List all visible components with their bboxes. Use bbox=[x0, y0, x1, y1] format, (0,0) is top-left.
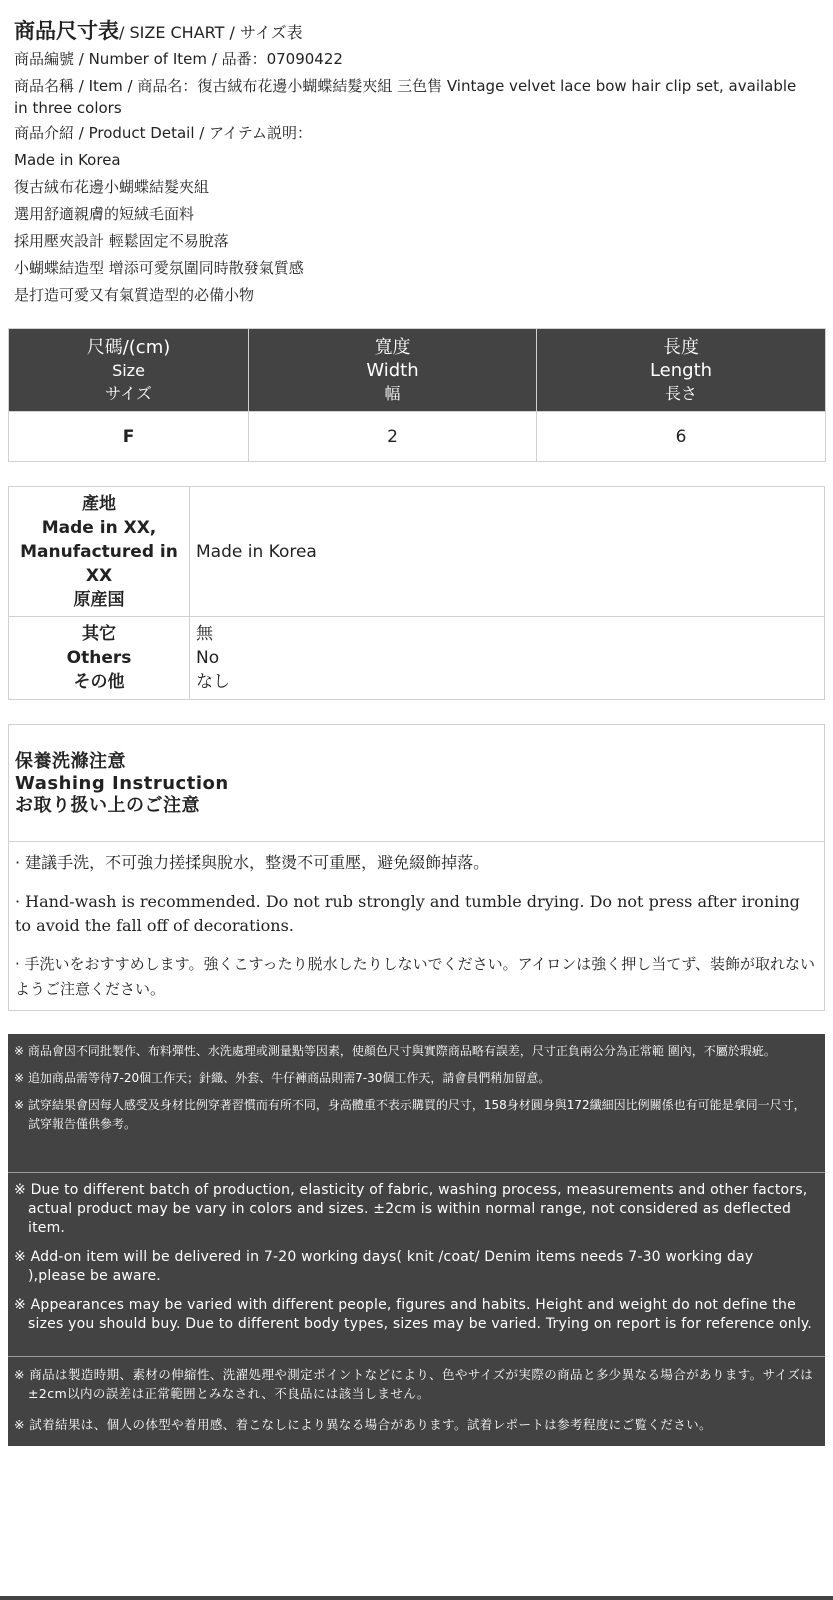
note-item: ※ 試着結果は、個人の体型や着用感、着こなしにより異なる場合があります。試着レポートは参考程度にご覧ください。 bbox=[14, 1417, 712, 1432]
origin-label-en: Made in XX, Manufactured in XX bbox=[20, 517, 178, 586]
notes-box bbox=[8, 1034, 825, 1446]
header-ja: サイズ bbox=[105, 383, 152, 403]
detail-line: 小蝴蝶結造型 增添可愛氛圍同時散發氣質感 bbox=[14, 259, 304, 277]
length-cell: 6 bbox=[537, 412, 826, 462]
header-zh: 長度 bbox=[663, 336, 699, 358]
detail-line: 是打造可愛又有氣質造型的必備小物 bbox=[14, 286, 255, 304]
washing-text-zh: · 建議手洗，不可強力搓揉與脫水，整燙不可重壓，避免綴飾掉落。 bbox=[15, 853, 490, 872]
origin-value: Made in Korea bbox=[190, 487, 825, 617]
header-ja: 長さ bbox=[664, 383, 697, 403]
washing-title bbox=[9, 725, 824, 842]
others-value-ja: なし bbox=[196, 672, 230, 692]
size-cell: F bbox=[9, 412, 249, 462]
size-column-header bbox=[9, 329, 249, 412]
size-table bbox=[8, 328, 826, 462]
product-header bbox=[14, 14, 814, 311]
washing-instruction-box bbox=[8, 724, 825, 1011]
washing-text-en: · Hand-wash is recommended. Do not rub strongly and tumble drying. Do not press after ironing to avoid the fall off of decorations. bbox=[15, 892, 800, 935]
header-en: Size bbox=[112, 360, 145, 380]
size-chart-title bbox=[14, 14, 814, 48]
others-label-zh: 其它 bbox=[82, 624, 116, 644]
washing-title-ja: お取り扱い上のご注意 bbox=[15, 795, 200, 816]
notes-zh bbox=[8, 1034, 825, 1173]
others-value-zh: 無 bbox=[196, 624, 213, 644]
others-value bbox=[190, 617, 825, 700]
washing-text-ja: · 手洗いをおすすめします。強くこすったり脱水したりしないでください。アイロンは強く押し当てず、装飾が取れないようご注意ください。 bbox=[15, 955, 816, 998]
washing-title-zh: 保養洗滌注意 bbox=[15, 751, 126, 772]
length-column-header bbox=[537, 329, 826, 412]
detail-line: 復古絨布花邊小蝴蝶結髮夾組 bbox=[14, 178, 210, 196]
detail-line: 選用舒適親膚的短絨毛面料 bbox=[14, 205, 195, 223]
origin-row bbox=[9, 487, 825, 617]
detail-line: Made in Korea bbox=[14, 151, 121, 169]
note-item: ※ 追加商品需等待7-20個工作天；針織、外套、牛仔褲商品則需7-30個工作天，請會員們稍加留意。 bbox=[14, 1071, 551, 1085]
bottom-divider bbox=[0, 1596, 833, 1600]
table-row bbox=[9, 412, 826, 462]
others-row bbox=[9, 617, 825, 700]
washing-title-en: Washing Instruction bbox=[15, 773, 229, 794]
item-number: 商品編號 / Number of Item / 品番：07090422 bbox=[14, 50, 343, 68]
header-zh: 尺碼/(cm) bbox=[86, 336, 171, 358]
notes-ja bbox=[8, 1357, 825, 1446]
header-zh: 寬度 bbox=[374, 336, 411, 358]
origin-label bbox=[9, 487, 190, 617]
header-en: Width bbox=[366, 359, 419, 381]
note-item: ※ 試穿結果會因每人感受及身材比例穿著習慣而有所不同，身高體重不表示購買的尺寸，158身材圓身與172纖細因比例關係也有可能是拿同一尺寸，試穿報告僅供參考。 bbox=[14, 1098, 806, 1131]
item-name: 商品名稱 / Item / 商品名：復古絨布花邊小蝴蝶結髮夾組 三色售 Vintage velvet lace bow hair clip set, available in three colors bbox=[14, 77, 797, 117]
size-chart-title-main: 商品尺寸表 bbox=[14, 19, 119, 43]
washing-body bbox=[9, 842, 824, 1010]
others-value-en: No bbox=[196, 648, 220, 668]
product-info-table bbox=[8, 486, 825, 700]
header-ja: 幅 bbox=[384, 383, 401, 403]
others-label-ja: その他 bbox=[73, 672, 125, 692]
note-item: ※ Due to different batch of production, elasticity of fabric, washing process, measurements and other factors, actual product may be vary in colors and sizes. ±2cm is within normal range, not considered as deflected item. bbox=[14, 1182, 808, 1236]
detail-line: 採用壓夾設計 輕鬆固定不易脫落 bbox=[14, 232, 229, 250]
origin-label-ja: 原産国 bbox=[73, 589, 125, 610]
others-label bbox=[9, 617, 190, 700]
size-chart-title-rest: / SIZE CHART / サイズ表 bbox=[119, 23, 303, 42]
product-detail-label: 商品介紹 / Product Detail / アイテム説明： bbox=[14, 124, 312, 142]
note-item: ※ 商品會因不同批製作、布料彈性、水洗處理或測量點等因素，使顏色尺寸與實際商品略有誤差，尺寸正負兩公分為正常範 圍內，不屬於瑕疵。 bbox=[14, 1044, 776, 1058]
width-cell: 2 bbox=[249, 412, 537, 462]
origin-label-zh: 產地 bbox=[82, 493, 116, 514]
others-label-en: Others bbox=[66, 648, 132, 668]
note-item: ※ 商品は製造時期、素材の伸縮性、洗濯処理や測定ポイントなどにより、色やサイズが実際の商品と多少異なる場合があります。サイズは±2cm以内の誤差は正常範囲とみなされ、不良品には該当しません。 bbox=[14, 1367, 814, 1401]
note-item: ※ Appearances may be varied with different people, figures and habits. Height and weight do not define the sizes you should buy. Due to different body types, sizes may be varied. Trying on report is for reference only. bbox=[14, 1297, 813, 1332]
notes-en bbox=[8, 1173, 825, 1357]
note-item: ※ Add-on item will be delivered in 7-20 working days( knit /coat/ Denim items needs 7-30 working day ),please be aware. bbox=[14, 1249, 754, 1284]
header-en: Length bbox=[649, 359, 713, 381]
width-column-header bbox=[249, 329, 537, 412]
size-table-header-row bbox=[9, 329, 826, 412]
